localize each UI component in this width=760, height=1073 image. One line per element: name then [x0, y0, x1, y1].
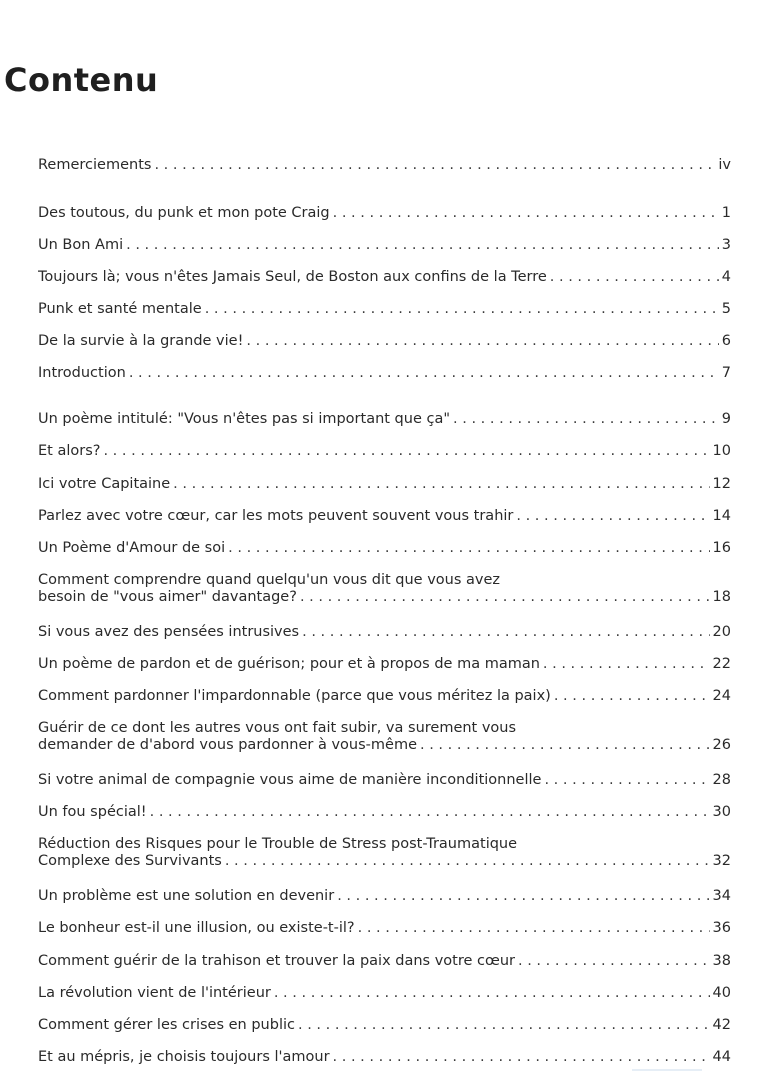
- dot-leader: [516, 508, 709, 525]
- toc-entry-title: Comment gérer les crises en public: [38, 1017, 295, 1033]
- toc-entry-title-line: Guérir de ce dont les autres vous ont fait subir, va surement vous: [38, 720, 517, 736]
- dot-leader: [150, 804, 710, 821]
- dot-leader: [302, 624, 709, 641]
- toc-entry-page: 38: [712, 953, 731, 969]
- toc-entry: [38, 411, 731, 428]
- toc-entry-title: Punk et santé mentale: [38, 301, 202, 317]
- toc-entry-page: 20: [712, 624, 731, 640]
- toc-entry-title: Remerciements: [38, 157, 152, 173]
- toc-entry: [38, 572, 731, 606]
- toc-entry-title: Parlez avec votre cœur, car les mots peuvent souvent vous trahir: [38, 508, 514, 524]
- dot-leader: [550, 269, 719, 286]
- toc-entry-title: Un poème de pardon et de guérison; pour et à propos de ma maman: [38, 656, 540, 672]
- toc-entry: [38, 333, 731, 350]
- toc-entry-page: 7: [721, 365, 731, 381]
- toc-entry-page: 32: [712, 853, 731, 869]
- toc-entry-page: 16: [712, 540, 731, 556]
- toc-entry-page: 40: [712, 985, 731, 1001]
- toc-entry: [38, 443, 731, 460]
- toc-entry-title: demander de d'abord vous pardonner à vous-même: [38, 737, 417, 753]
- toc-entry-title: Un problème est une solution en devenir: [38, 888, 335, 904]
- toc-entry-page: 26: [712, 737, 731, 753]
- toc-entry-title: Toujours là; vous n'êtes Jamais Seul, de Boston aux confins de la Terre: [38, 269, 547, 285]
- dot-leader: [544, 772, 709, 789]
- toc-entry: [38, 985, 731, 1002]
- dot-leader: [298, 1017, 710, 1034]
- dot-leader: [543, 656, 710, 673]
- toc-entry: [38, 804, 731, 821]
- toc-entry: [38, 508, 731, 525]
- toc-entry-title-line: Comment comprendre quand quelqu'un vous dit que vous avez: [38, 572, 501, 588]
- dot-leader: [337, 888, 709, 905]
- toc-entry: [38, 688, 731, 705]
- dot-leader: [420, 737, 710, 754]
- toc-entry: [38, 624, 731, 641]
- toc-entry: [38, 540, 731, 557]
- toc-entry-title: Un Bon Ami: [38, 237, 124, 253]
- dot-leader: [126, 237, 719, 254]
- page-title: Contenu: [4, 61, 159, 99]
- dot-leader: [518, 953, 710, 970]
- toc-entry-page: 3: [721, 237, 731, 253]
- toc-entry-title: De la survie à la grande vie!: [38, 333, 244, 349]
- toc-entry-title: Introduction: [38, 365, 126, 381]
- dot-leader: [228, 540, 709, 557]
- toc-entry: [38, 656, 731, 673]
- toc-entry-title: Complexe des Survivants: [38, 853, 222, 869]
- toc-entry: [38, 365, 731, 382]
- toc-entry-title: Et au mépris, je choisis toujours l'amour: [38, 1049, 330, 1065]
- toc-entry: [38, 720, 731, 754]
- toc-entry: [38, 301, 731, 318]
- toc-entry-page: 28: [712, 772, 731, 788]
- toc-entry-page: 9: [721, 411, 731, 427]
- dot-leader: [300, 589, 710, 606]
- dot-leader: [333, 205, 719, 222]
- dot-leader: [333, 1049, 710, 1066]
- dot-leader: [225, 853, 710, 870]
- dot-leader: [103, 443, 709, 460]
- dot-leader: [274, 985, 710, 1002]
- footer-decoration: [632, 1069, 702, 1071]
- toc-entry-title-line: Réduction des Risques pour le Trouble de Stress post-Traumatique: [38, 836, 518, 852]
- toc-entry-title: Un Poème d'Amour de soi: [38, 540, 226, 556]
- toc-entry-page: 12: [712, 476, 731, 492]
- toc-entry: [38, 920, 731, 937]
- toc-entry-title: La révolution vient de l'intérieur: [38, 985, 271, 1001]
- dot-leader: [205, 301, 719, 318]
- toc-entry-title: Comment guérir de la trahison et trouver la paix dans votre cœur: [38, 953, 515, 969]
- toc-entry: [38, 157, 731, 174]
- toc-entry-title: Le bonheur est-il une illusion, ou existe-t-il?: [38, 920, 355, 936]
- toc-entry-title: Un fou spécial!: [38, 804, 147, 820]
- toc-entry-page: 36: [712, 920, 731, 936]
- toc-entry-title: Comment pardonner l'impardonnable (parce que vous méritez la paix): [38, 688, 551, 704]
- toc-entry-page: 1: [721, 205, 731, 221]
- dot-leader: [246, 333, 718, 350]
- toc-entry-page: 6: [721, 333, 731, 349]
- toc-entry: [38, 772, 731, 789]
- toc-entry: [38, 205, 731, 222]
- toc-entry-page: 18: [712, 589, 731, 605]
- toc-entry-page: 44: [712, 1049, 731, 1065]
- toc-entry-title: Des toutous, du punk et mon pote Craig: [38, 205, 330, 221]
- toc-entry: [38, 888, 731, 905]
- toc-entry-page: iv: [718, 157, 731, 173]
- toc-entry: [38, 269, 731, 286]
- dot-leader: [358, 920, 710, 937]
- toc-entry-page: 22: [712, 656, 731, 672]
- toc-entry: [38, 836, 731, 870]
- toc-entry: [38, 1017, 731, 1034]
- toc-entry: [38, 1049, 731, 1066]
- toc-entry-page: 34: [712, 888, 731, 904]
- toc-entry-title: Et alors?: [38, 443, 101, 459]
- toc-entry-title: Si votre animal de compagnie vous aime de manière inconditionnelle: [38, 772, 542, 788]
- dot-leader: [453, 411, 719, 428]
- dot-leader: [129, 365, 719, 382]
- toc-entry-page: 5: [721, 301, 731, 317]
- dot-leader: [554, 688, 710, 705]
- dot-leader: [154, 157, 715, 174]
- toc-entry-title: besoin de "vous aimer" davantage?: [38, 589, 297, 605]
- toc-entry-page: 4: [721, 269, 731, 285]
- toc-entry-page: 30: [712, 804, 731, 820]
- toc-entry-page: 42: [712, 1017, 731, 1033]
- toc-entry: [38, 953, 731, 970]
- toc-entry-title: Un poème intitulé: "Vous n'êtes pas si important que ça": [38, 411, 451, 427]
- toc-entry-title: Ici votre Capitaine: [38, 476, 171, 492]
- toc-entry-page: 24: [712, 688, 731, 704]
- dot-leader: [173, 476, 709, 493]
- toc-entry-page: 14: [712, 508, 731, 524]
- toc-entry: [38, 476, 731, 493]
- toc-entry: [38, 237, 731, 254]
- toc-entry-page: 10: [712, 443, 731, 459]
- toc-entry-title: Si vous avez des pensées intrusives: [38, 624, 300, 640]
